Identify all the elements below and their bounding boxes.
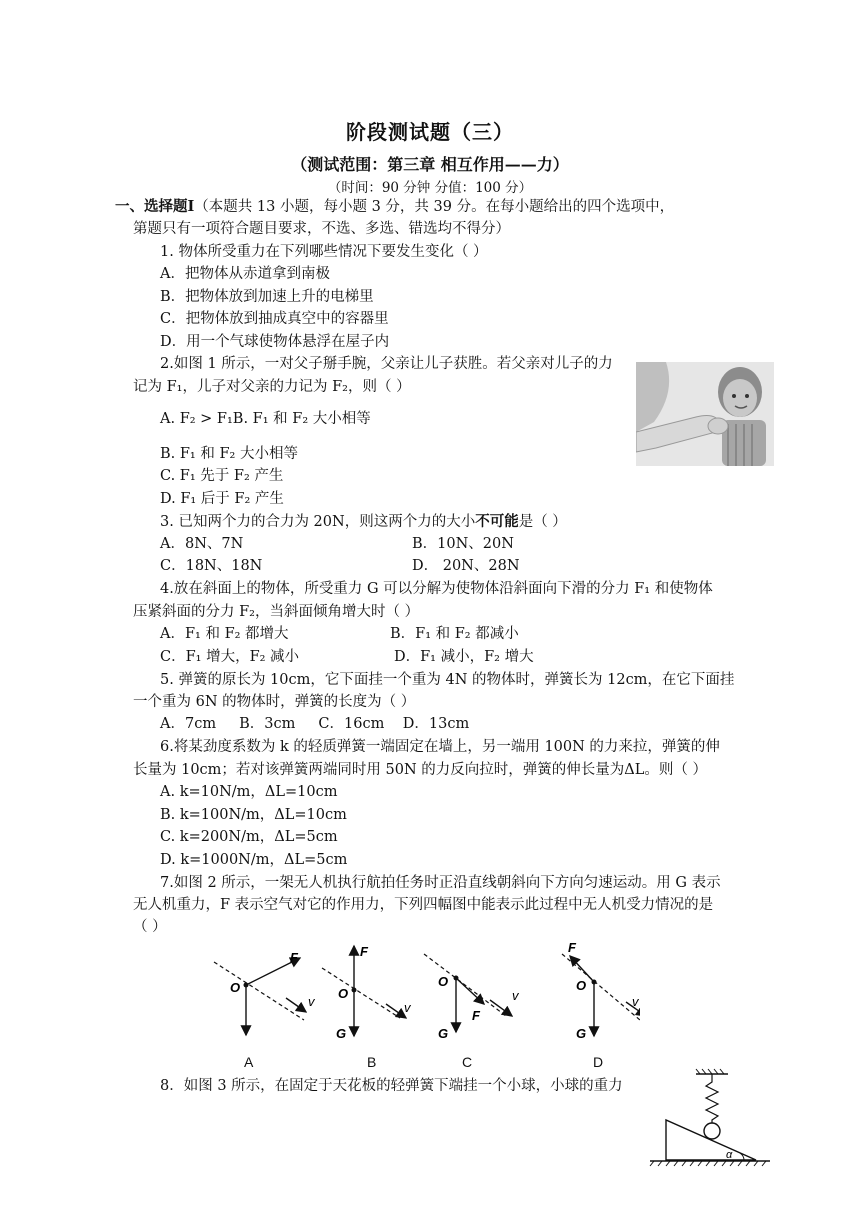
diagram-a-f: F [290,950,298,965]
q4-option-c: C．F₁ 增大，F₂ 减小 [160,649,300,665]
q3-stem-start: 3. 已知两个力的合力为 20N，则这两个力的大小 [160,514,476,530]
q4-stem-line1: 4.放在斜面上的物体，所受重力 G 可以分解为使物体沿斜面向下滑的分力 F₁ 和使物体 [160,581,713,597]
q5-stem-line2: 一个重为 6N 的物体时，弹簧的长度为（ ） [133,694,416,710]
figure-label-c: C [462,1054,473,1070]
q2-option-c: C. F₁ 先于 F₂ 产生 [160,468,284,484]
q3-stem-end: 是（ ） [518,514,567,530]
q6-stem-line1: 6.将某劲度系数为 k 的轻质弹簧一端固定在墙上，另一端用 100N 的力来拉，弹簧的伸 [160,739,720,755]
diagram-a-o: O [230,980,241,995]
q5-options: A．7cm B．3cm C．16cm D．13cm [160,716,470,732]
q6-option-c: C. k=200N/m，ΔL=5cm [160,829,338,845]
q7-stem-line2: 无人机重力，F 表示空气对它的作用力，下列四幅图中能表示此过程中无人机受力情况的是 [133,897,714,913]
q1-option-a: A．把物体从赤道拿到南极 [160,266,330,282]
q1-option-c: C．把物体放到抽成真空中的容器里 [160,311,389,327]
q3-option-d: D． 20N、28N [412,558,520,574]
diagram-c-f: F [472,1008,480,1023]
q8-stem: 8．如图 3 所示，在固定于天花板的轻弹簧下端挂一个小球，小球的重力 [160,1078,623,1094]
q6-option-b: B. k=100N/m，ΔL=10cm [160,807,347,823]
q3-stem-emphasis: 不可能 [475,513,519,530]
diagram-a-v: v [308,994,315,1009]
q3-option-a: A．8N、7N [160,536,244,552]
page-title: 阶段测试题（三） [346,120,514,144]
arm-wrestling-photo [636,362,774,466]
q3-stem [160,512,567,532]
q2-option-d: D. F₁ 后于 F₂ 产生 [160,491,284,507]
q6-option-d: D. k=1000N/m，ΔL=5cm [160,852,348,868]
test-scope-subtitle: （测试范围：第三章 相互作用——力） [291,155,569,174]
q3-option-b: B．10N、20N [412,536,514,552]
q7-stem-line1: 7.如图 2 所示，一架无人机执行航拍任务时正沿直线朝斜向下方向匀速运动。用 G 表示 [160,875,721,891]
q5-stem-line1: 5. 弹簧的原长为 10cm，它下面挂一个重为 4N 的物体时，弹簧长为 12cm，在它下面挂 [160,672,735,688]
q4-stem-line2: 压紧斜面的分力 F₂，当斜面倾角增大时（ ） [133,604,420,620]
q1-stem: 1. 物体所受重力在下列哪些情况下要发生变化（ ） [160,244,488,260]
q4-option-a: A．F₁ 和 F₂ 都增大 [160,626,289,642]
diagram-d [562,940,640,1041]
diagram-b [322,944,412,1041]
diagram-d-o: O [576,978,587,993]
section-description: （本题共 13 小题，每小题 3 分，共 39 分。在每小题给出的四个选项中， [194,199,675,215]
diagram-c-v: v [512,988,519,1003]
diagram-c-o: O [438,974,449,989]
q2-stem-line2: 记为 F₁，儿子对父亲的力记为 F₂，则（ ） [133,379,411,395]
figure-label-a: A [244,1054,254,1070]
spring [706,1074,718,1124]
diagram-b-f: F [360,944,368,959]
diagram-b-v: v [404,1000,411,1015]
ball [704,1123,720,1139]
section-description-cont: 第题只有一项符合题目要求，不选、多选、错选均不得分） [133,221,510,237]
q4-option-b: B．F₁ 和 F₂ 都减小 [390,626,519,642]
q3-option-c: C．18N、18N [160,558,263,574]
q2-option-a: A. F₂ > F₁B. F₁ 和 F₂ 大小相等 [160,411,371,427]
q6-stem-line2: 长量为 10cm；若对该弹簧两端同时用 50N 的力反向拉时，弹簧的伸长量为ΔL。则（ ） [133,762,707,778]
q6-option-a: A. k=10N/m，ΔL=10cm [160,784,338,800]
incline-angle-label: α [726,1149,733,1161]
diagram-d-f: F [568,940,576,955]
diagram-d-g: G [576,1026,587,1041]
q2-option-b: B. F₁ 和 F₂ 大小相等 [160,446,298,462]
diagram-b-o: O [338,986,349,1001]
figure-label-b: B [367,1054,377,1070]
q4-option-d: D．F₁ 减小，F₂ 增大 [394,649,534,665]
section-heading: 一、选择题I [115,198,195,215]
figure-label-d: D [593,1054,604,1070]
force-diagrams [200,940,640,1046]
section-heading-line [115,197,674,217]
q2-stem-line1: 2.如图 1 所示，一对父子掰手腕，父亲让儿子获胜。若父亲对儿子的力 [160,356,613,372]
diagram-a [214,950,316,1035]
q1-option-b: B．把物体放到加速上升的电梯里 [160,289,374,305]
diagram-b-g: G [336,1026,347,1041]
diagram-d-v: v [632,994,639,1009]
diagram-c-g: G [438,1026,449,1041]
diagram-c [424,954,520,1041]
time-score-line: （时间：90 分钟 分值：100 分） [327,180,533,196]
q7-stem-line3: （ ） [133,919,167,935]
q1-option-d: D．用一个气球使物体悬浮在屋子内 [160,334,390,350]
spring-ball-incline-figure [648,1068,772,1168]
